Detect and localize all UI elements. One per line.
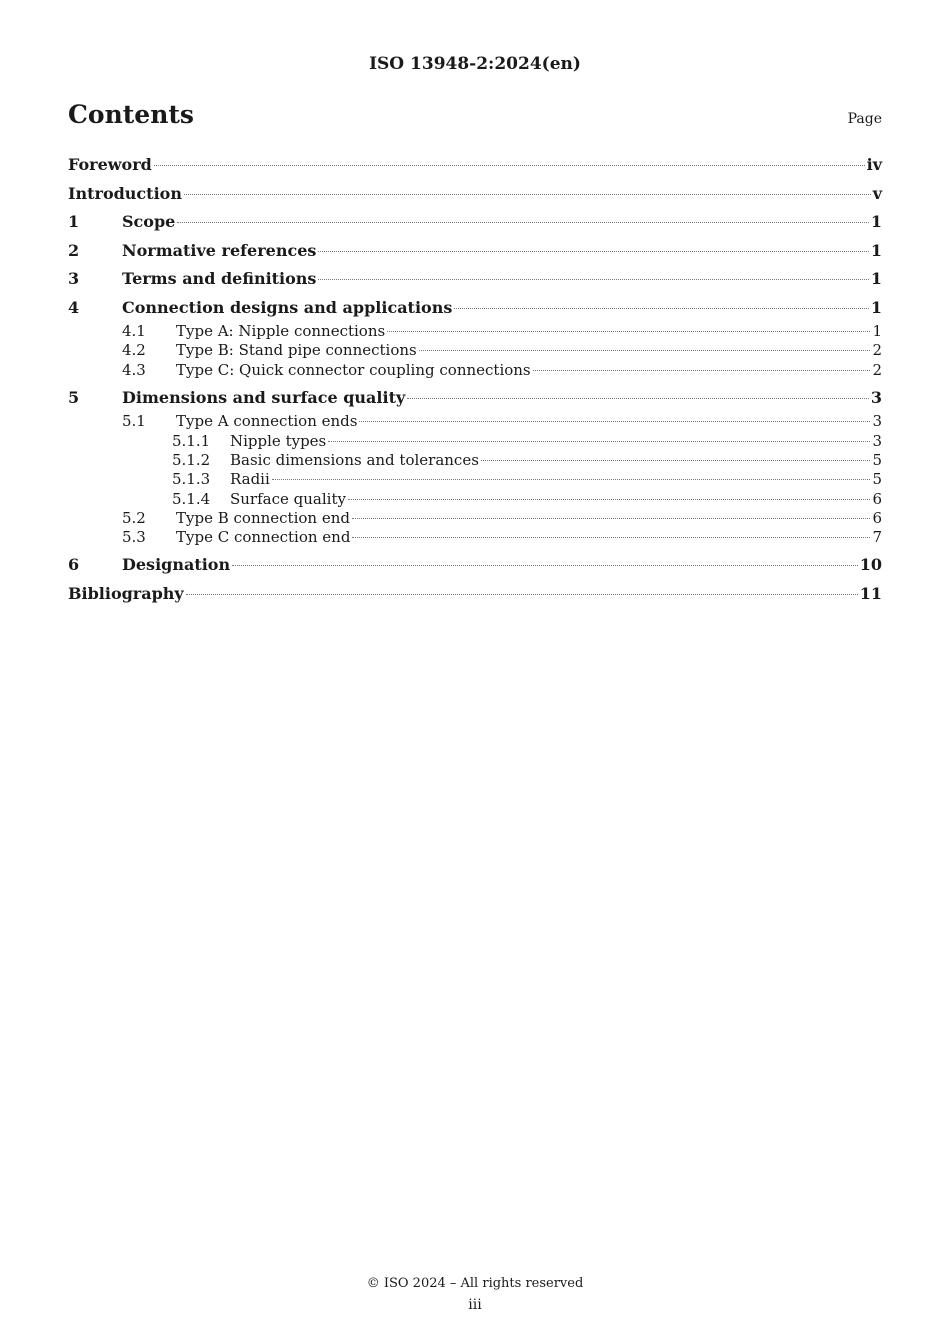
toc-leader-dots bbox=[407, 398, 869, 399]
toc-leader-dots bbox=[177, 222, 869, 223]
toc-leader-dots bbox=[387, 331, 870, 332]
toc-entry-number: 6 bbox=[68, 555, 80, 575]
copyright-notice: © ISO 2024 – All rights reserved bbox=[366, 1276, 584, 1291]
toc-entry-number: 4.3 bbox=[122, 360, 146, 379]
table-of-contents bbox=[68, 151, 882, 608]
toc-entry-number: 5.1 bbox=[122, 412, 146, 431]
toc-leader-dots bbox=[186, 594, 858, 595]
toc-entry-page[interactable]: 3 bbox=[872, 412, 882, 431]
page-number: iii bbox=[468, 1297, 482, 1313]
toc-entry[interactable] bbox=[68, 361, 882, 380]
toc-entry[interactable] bbox=[68, 509, 882, 528]
document-id: ISO 13948-2:2024(en) bbox=[369, 54, 581, 74]
toc-entry[interactable] bbox=[68, 208, 882, 237]
toc-entry-page[interactable]: 2 bbox=[872, 360, 882, 379]
toc-entry-title[interactable]: Type B: Stand pipe connections bbox=[176, 341, 417, 360]
page-column-label: Page bbox=[847, 111, 882, 127]
toc-entry-number: 5.1.3 bbox=[172, 470, 211, 489]
toc-entry-page[interactable]: 1 bbox=[870, 240, 882, 260]
toc-entry-title[interactable]: Type C: Quick connector coupling connections bbox=[176, 360, 531, 379]
toc-entry-number: 5.1.1 bbox=[172, 431, 211, 450]
toc-entry-page[interactable]: iv bbox=[866, 155, 882, 174]
toc-entry-page[interactable]: 5 bbox=[872, 450, 882, 469]
toc-entry-number: 5 bbox=[68, 387, 80, 407]
toc-entry[interactable] bbox=[68, 294, 882, 323]
toc-leader-dots bbox=[318, 279, 868, 280]
toc-leader-dots bbox=[232, 565, 858, 566]
contents-heading-row bbox=[68, 100, 882, 129]
toc-entry[interactable] bbox=[68, 180, 882, 209]
toc-entry-title[interactable]: Surface quality bbox=[230, 489, 346, 508]
toc-entry-page[interactable]: 6 bbox=[872, 508, 882, 527]
toc-leader-dots bbox=[419, 350, 871, 351]
toc-entry-page[interactable]: 3 bbox=[870, 387, 882, 407]
toc-entry[interactable] bbox=[68, 341, 882, 360]
toc-entry-page[interactable]: 7 bbox=[872, 528, 882, 547]
toc-entry-title[interactable]: Introduction bbox=[68, 183, 182, 203]
toc-entry[interactable] bbox=[68, 322, 882, 341]
toc-entry-page[interactable]: 1 bbox=[870, 297, 882, 317]
toc-entry-page[interactable]: 1 bbox=[870, 212, 882, 231]
toc-entry-number: 5.1.2 bbox=[172, 450, 211, 469]
toc-entry-number: 4 bbox=[68, 297, 80, 317]
toc-leader-dots bbox=[352, 537, 870, 538]
toc-entry-title[interactable]: Designation bbox=[122, 555, 231, 575]
toc-leader-dots bbox=[318, 251, 868, 252]
toc-entry-title[interactable]: Type C connection end bbox=[176, 528, 351, 547]
toc-entry-title[interactable]: Bibliography bbox=[68, 583, 184, 603]
toc-entry[interactable] bbox=[68, 412, 882, 431]
toc-entry-title[interactable]: Type B connection end bbox=[176, 508, 350, 527]
toc-leader-dots bbox=[154, 165, 865, 166]
toc-entry[interactable] bbox=[68, 151, 882, 180]
toc-entry-title[interactable]: Radii bbox=[230, 470, 270, 489]
toc-leader-dots bbox=[359, 421, 870, 422]
toc-entry-page[interactable]: 2 bbox=[872, 341, 882, 360]
toc-entry[interactable] bbox=[68, 384, 882, 413]
toc-entry[interactable] bbox=[68, 551, 882, 580]
toc-entry-page[interactable]: 5 bbox=[872, 470, 882, 489]
toc-leader-dots bbox=[352, 518, 870, 519]
toc-entry-page[interactable]: 11 bbox=[859, 583, 882, 603]
toc-entry-title[interactable]: Normative references bbox=[122, 240, 317, 260]
toc-leader-dots bbox=[272, 479, 871, 480]
toc-entry[interactable] bbox=[68, 237, 882, 266]
toc-entry[interactable] bbox=[68, 432, 882, 451]
toc-entry-title[interactable]: Scope bbox=[122, 212, 176, 231]
toc-entry-title[interactable]: Connection designs and applications bbox=[122, 297, 453, 317]
toc-entry-number: 1 bbox=[68, 212, 80, 231]
toc-entry-number: 2 bbox=[68, 240, 80, 260]
toc-leader-dots bbox=[454, 308, 869, 309]
toc-entry-page[interactable]: 1 bbox=[872, 322, 882, 340]
toc-leader-dots bbox=[533, 370, 871, 371]
toc-leader-dots bbox=[481, 460, 871, 461]
toc-entry-title[interactable]: Dimensions and surface quality bbox=[122, 387, 406, 407]
toc-entry[interactable] bbox=[68, 490, 882, 509]
contents-title: Contents bbox=[68, 100, 195, 129]
toc-entry-page[interactable]: 1 bbox=[870, 269, 882, 288]
toc-entry-number: 5.3 bbox=[122, 528, 146, 547]
toc-entry-number: 4.1 bbox=[122, 322, 146, 340]
toc-entry[interactable] bbox=[68, 528, 882, 547]
toc-entry-title[interactable]: Type A connection ends bbox=[176, 412, 358, 431]
toc-entry[interactable] bbox=[68, 451, 882, 470]
toc-entry-number: 4.2 bbox=[122, 341, 146, 360]
toc-entry[interactable] bbox=[68, 470, 882, 489]
toc-entry-title[interactable]: Type A: Nipple connections bbox=[176, 322, 386, 340]
toc-entry-page[interactable]: 10 bbox=[859, 555, 882, 575]
toc-entry-number: 3 bbox=[68, 269, 80, 288]
toc-entry-page[interactable]: 3 bbox=[872, 431, 882, 450]
toc-entry[interactable] bbox=[68, 265, 882, 294]
toc-entry-title[interactable]: Nipple types bbox=[230, 431, 327, 450]
toc-leader-dots bbox=[348, 499, 871, 500]
toc-entry-title[interactable]: Foreword bbox=[68, 155, 152, 174]
toc-entry[interactable] bbox=[68, 580, 882, 609]
toc-entry-title[interactable]: Terms and definitions bbox=[122, 269, 317, 288]
toc-entry-title[interactable]: Basic dimensions and tolerances bbox=[230, 450, 479, 469]
toc-entry-page[interactable]: v bbox=[872, 183, 882, 203]
toc-entry-number: 5.1.4 bbox=[172, 489, 211, 508]
toc-entry-number: 5.2 bbox=[122, 508, 146, 527]
toc-entry-page[interactable]: 6 bbox=[872, 489, 882, 508]
toc-leader-dots bbox=[184, 194, 871, 195]
toc-leader-dots bbox=[328, 441, 870, 442]
